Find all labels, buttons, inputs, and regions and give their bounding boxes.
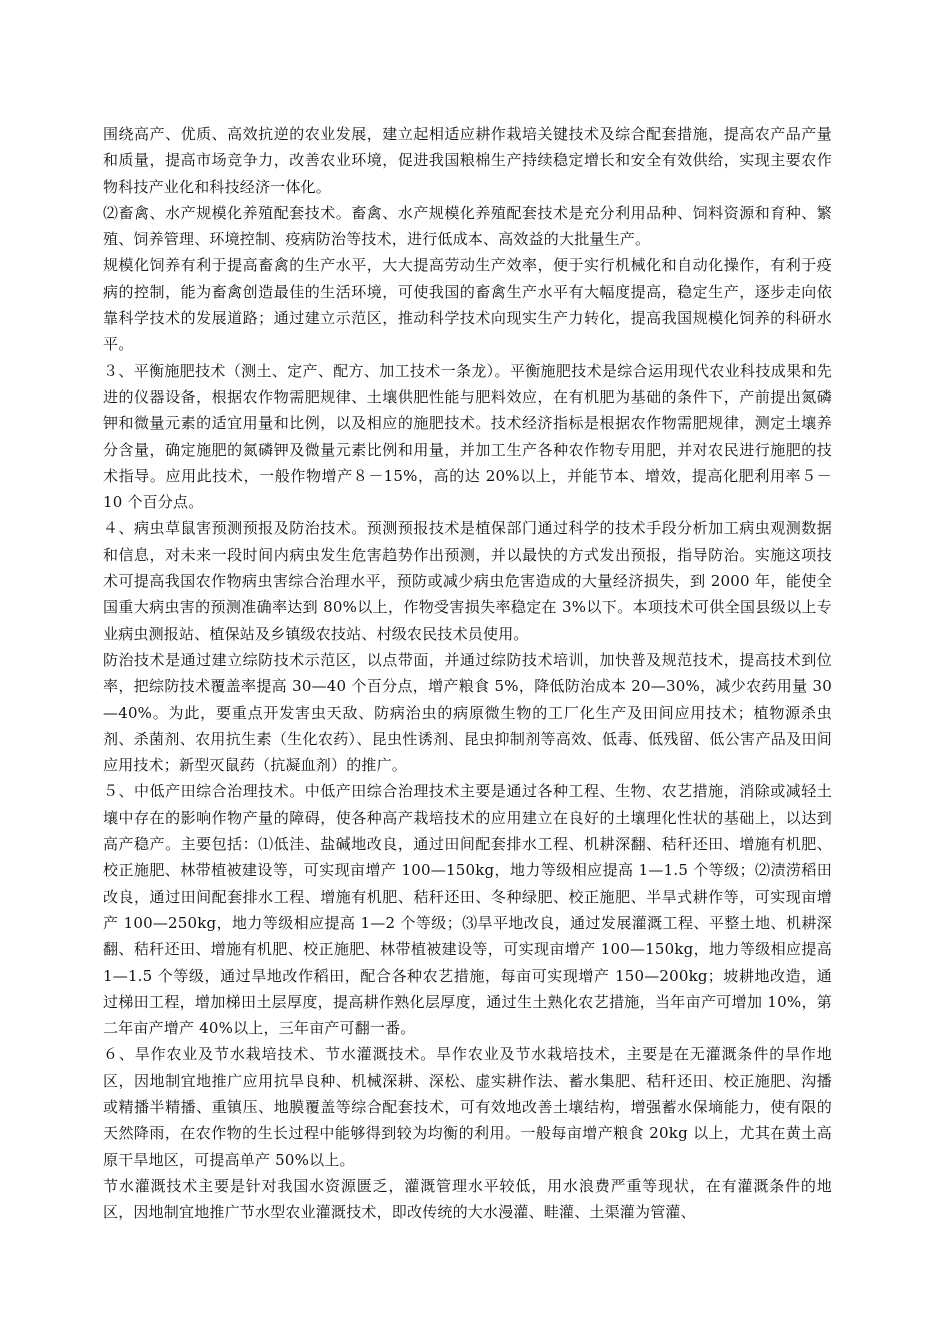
- paragraph-water-saving-irrigation: 节水灌溉技术主要是针对我国水资源匮乏，灌溉管理水平较低，用水浪费严重等现状，在有灌溉条件的地区，因地制宜地推广节水型农业灌溉技术，即改传统的大水漫灌、畦灌、土渠灌为管灌、: [103, 1176, 832, 1222]
- paragraph-low-yield-field: ５、中低产田综合治理技术。中低产田综合治理技术主要是通过各种工程、生物、农艺措施，消除或减轻土壤中存在的影响作物产量的障碍，使各种高产栽培技术的应用建立在良好的土壤理化性状的基础上，以达到高产稳产。主要包括：⑴低洼、盐碱地改良，通过田间配套排水工程、机耕深翻、秸秆还田、增施有机肥、校正施肥、林带植被建设等，可实现亩增产 100—150kg，地力等级相应提高 1—1.5 个等级；⑵渍涝稻田改良，通过田间配套排水工程、增施有机肥、秸秆还田、冬种绿肥、校正施肥、半旱式耕作等，可实现亩增产 100—250kg，地力等级相应提高 1—2 个等级；⑶旱平地改良，通过发展灌溉工程、平整土地、机耕深翻、秸秆还田、增施有机肥、校正施肥、林带植被建设等，可实现亩增产 100—150kg，地力等级相应提高 1—1.5 个等级，通过旱地改作稻田，配合各种农艺措施，每亩可实现增产 150—200kg；坡耕地改造，通过梯田工程，增加梯田土层厚度，提高耕作熟化层厚度，通过生土熟化农艺措施，当年亩产可增加 10%，第二年亩产增产 40%以上，三年亩产可翻一番。: [103, 782, 832, 1038]
- paragraph-intro-continuation: 围绕高产、优质、高效抗逆的农业发展，建立起相适应耕作栽培关键技术及综合配套措施，提高农产品产量和质量，提高市场竞争力，改善农业环境，促进我国粮棉生产持续稳定增长和安全有效供给，实现主要农作物科技产业化和科技经济一体化。: [103, 125, 832, 196]
- paragraph-balanced-fertilization: ３、平衡施肥技术（测土、定产、配方、加工技术一条龙）。平衡施肥技术是综合运用现代农业科技成果和先进的仪器设备，根据农作物需肥规律、土壤供肥性能与肥料效应，在有机肥为基础的条件下，产前提出氮磷钾和微量元素的适宜用量和比例，以及相应的施肥技术。技术经济指标是根据农作物需肥规律，测定土壤养分含量，确定施肥的氮磷钾及微量元素比例和用量，并加工生产各种农作物专用肥，并对农民进行施肥的技术指导。应用此技术，一般作物增产８－15%，高的达 20%以上，并能节本、增效，提高化肥利用率５－10 个百分点。: [103, 361, 832, 512]
- paragraph-livestock-aquaculture: ⑵畜禽、水产规模化养殖配套技术。畜禽、水产规模化养殖配套技术是充分利用品种、饲料资源和育种、繁殖、饲养管理、环境控制、疫病防治等技术，进行低成本、高效益的大批量生产。: [103, 203, 832, 249]
- paragraph-dryland-farming: ６、旱作农业及节水栽培技术、节水灌溉技术。旱作农业及节水栽培技术，主要是在无灌溉条件的旱作地区，因地制宜地推广应用抗旱良种、机械深耕、深松、虚实耕作法、蓄水集肥、秸秆还田、校正施肥、沟播或精播半精播、重镇压、地膜覆盖等综合配套技术，可有效地改善土壤结构，增强蓄水保墒能力，使有限的天然降雨，在农作物的生长过程中能够得到较为均衡的利用。一般每亩增产粮食 20kg 以上，尤其在黄土高原干旱地区，可提高单产 50%以上。: [103, 1045, 832, 1169]
- document-body: [103, 121, 832, 1225]
- paragraph-pest-forecasting: ４、病虫草鼠害预测预报及防治技术。预测预报技术是植保部门通过科学的技术手段分析加工病虫观测数据和信息，对未来一段时间内病虫发生危害趋势作出预测，并以最快的方式发出预报，指导防治。实施这项技术可提高我国农作物病虫害综合治理水平，预防或减少病虫危害造成的大量经济损失，到 2000 年，能使全国重大病虫害的预测准确率达到 80%以上，作物受害损失率稳定在 3%以下。本项技术可供全国县级以上专业病虫测报站、植保站及乡镇级农技站、村级农民技术员使用。: [103, 519, 832, 643]
- paragraph-scale-feeding: 规模化饲养有利于提高畜禽的生产水平，大大提高劳动生产效率，便于实行机械化和自动化操作，有利于疫病的控制，能为畜禽创造最佳的生活环境，可使我国的畜禽生产水平有大幅度提高，稳定生产，逐步走向依靠科学技术的发展道路；通过建立示范区，推动科学技术向现实生产力转化，提高我国规模化饲养的科研水平。: [103, 256, 832, 354]
- paragraph-pest-control: 防治技术是通过建立综防技术示范区，以点带面，并通过综防技术培训，加快普及规范技术，提高技术到位率，把综防技术覆盖率提高 30—40 个百分点，增产粮食 5%，降低防治成本 20—30%，减少农药用量 30—40%。为此，要重点开发害虫天敌、防病治虫的病原微生物的工厂化生产及田间应用技术；植物源杀虫剂、杀菌剂、农用抗生素（生化农药）、昆虫性诱剂、昆虫抑制剂等高效、低毒、低残留、低公害产品及田间应用技术；新型灭鼠药（抗凝血剂）的推广。: [103, 650, 832, 775]
